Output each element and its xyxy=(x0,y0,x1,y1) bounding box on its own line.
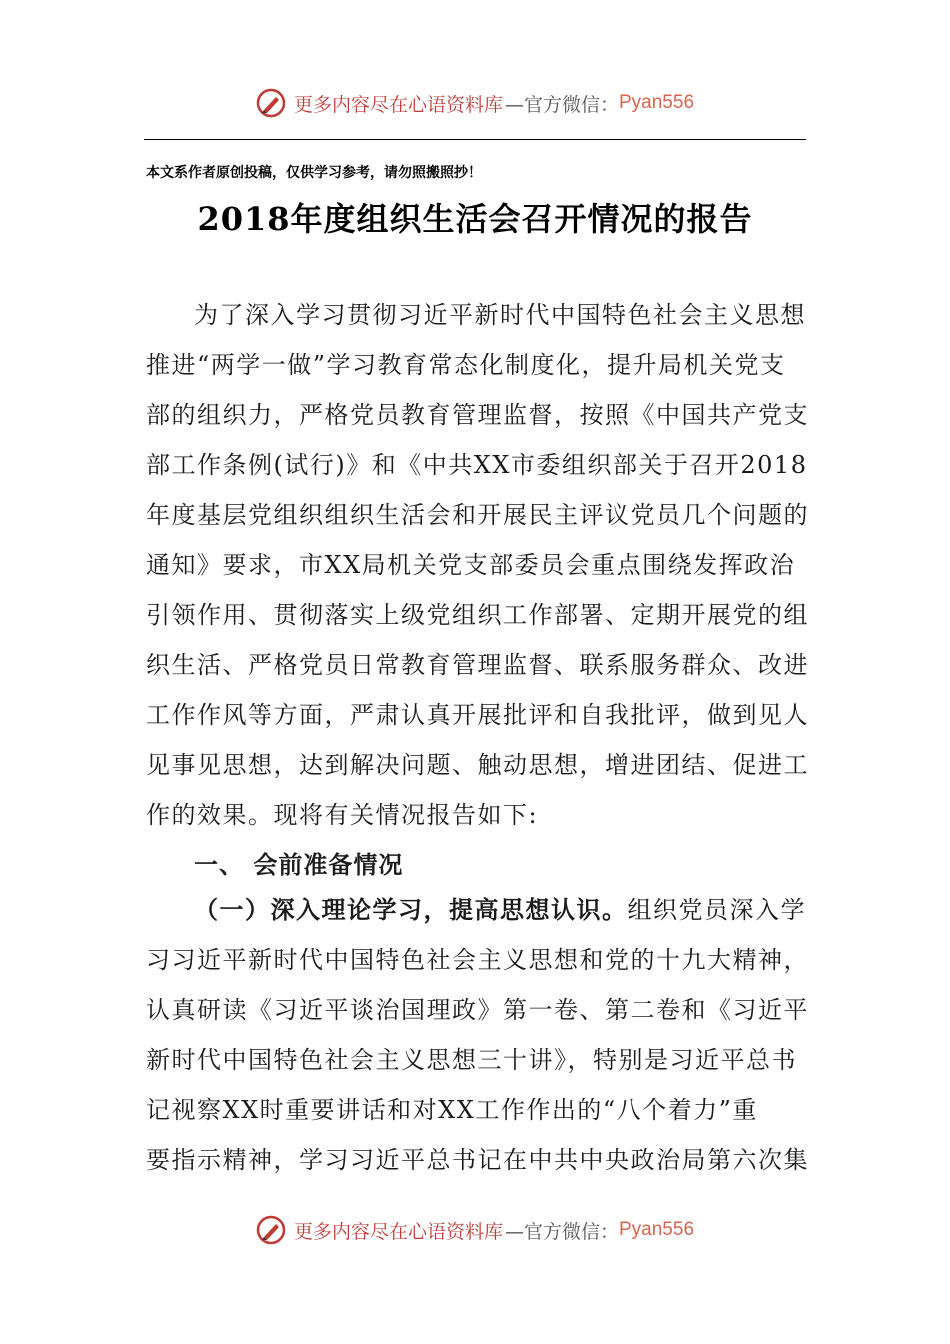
watermark-text-main: 更多内容尽在心语资料库 xyxy=(293,1220,503,1243)
watermark-text-main: 更多内容尽在心语资料库 xyxy=(293,93,503,116)
body-line: 部工作条例(试行)》和《中共XX市委组织部关于召开2018 xyxy=(146,451,808,479)
watermark-text-official: —官方微信： xyxy=(504,93,619,116)
pen-logo-icon xyxy=(256,88,286,118)
document-title: 2018年度组织生活会召开情况的报告 xyxy=(197,200,753,238)
body-line: 引领作用、贯彻落实上级党组织工作部署、定期开展党的组 xyxy=(146,601,809,629)
header-divider xyxy=(144,139,806,140)
body-line: 新时代中国特色社会主义思想三十讲》，特别是习近平总书 xyxy=(146,1046,797,1074)
body-line: 作的效果。现将有关情况报告如下: xyxy=(146,801,539,829)
body-line: 工作作风等方面，严肃认真开展批评和自我批评，做到见人 xyxy=(146,701,809,729)
body-line: 部的组织力，严格党员教育管理监督，按照《中国共产党支 xyxy=(146,401,809,429)
body-line: 要指示精神，学习习近平总书记在中共中央政治局第六次集 xyxy=(146,1146,809,1174)
body-line: 认真研读《习近平谈治国理政》第一卷、第二卷和《习近平 xyxy=(146,996,809,1024)
body-line: 习习近平新时代中国特色社会主义思想和党的十九大精神， xyxy=(146,946,809,974)
body-line: 见事见思想，达到解决问题、触动思想，增进团结、促进工 xyxy=(146,751,809,779)
copyright-notice: 本文系作者原创投稿，仅供学习参考，请勿照搬照抄！ xyxy=(146,165,482,181)
watermark-wechat-id: Pyan556 xyxy=(619,92,695,113)
subsection-lead-text: 组织党员深入学 xyxy=(627,896,806,924)
body-line: 记视察XX时重要讲话和对XX工作作出的“八个着力”重 xyxy=(146,1096,758,1124)
body-line: 织生活、严格党员日常教育管理监督、联系服务群众、改进 xyxy=(146,651,809,679)
body-line: 通知》要求，市XX局机关党支部委员会重点围绕发挥政治 xyxy=(146,551,796,579)
watermark-top xyxy=(0,81,950,125)
watermark-bottom xyxy=(0,1208,950,1252)
body-line: 为了深入学习贯彻习近平新时代中国特色社会主义思想 xyxy=(194,301,806,329)
body-line: 年度基层党组织组织生活会和开展民主评议党员几个问题的 xyxy=(146,501,809,529)
subsection-lead-line xyxy=(194,893,864,927)
watermark-wechat-id: Pyan556 xyxy=(619,1219,695,1240)
body-line: 推进“两学一做”学习教育常态化制度化，提升局机关党支 xyxy=(146,351,786,379)
section-heading: 一、 会前准备情况 xyxy=(194,851,404,879)
subsection-heading: （一）深入理论学习，提高思想认识。 xyxy=(194,895,628,924)
watermark-text-official: —官方微信： xyxy=(504,1220,619,1243)
pen-logo-icon xyxy=(256,1215,286,1245)
